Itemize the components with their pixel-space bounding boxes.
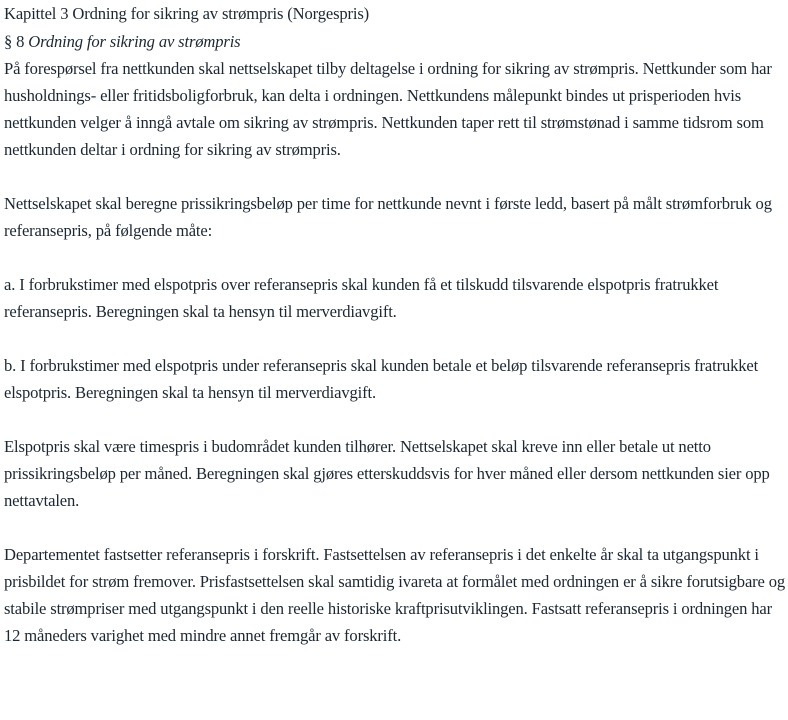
paragraph-eligibility: På forespørsel fra nettkunden skal nettselskapet tilby deltagelse i ordning for sikring av strømpris. Nettkunder som har husholdnings- eller fritidsboligforbruk, kan delta i ordningen. Nettkundens målepunkt bindes ut prisperioden hvis nettkunden velger å inngå avtale om sikring av strømpris. Nettkunden taper rett til strømstønad i samme tidsrom som nettkunden deltar i ordning for sikring av strømpris.: [4, 59, 772, 159]
paragraph-elspot: Elspotpris skal være timespris i budområdet kunden tilhører. Nettselskapet skal kreve inn eller betale ut netto prissikringsbeløp per måned. Beregningen skal gjøres etterskuddsvis for hver måned eller dersom nettkunden sier opp nettavtalen.: [4, 437, 770, 510]
paragraph-calculation: Nettselskapet skal beregne prissikringsbeløp per time for nettkunde nevnt i første ledd, basert på målt strømforbruk og referansepris, på følgende måte:: [4, 194, 772, 240]
section-number: § 8: [4, 32, 25, 51]
section-title: Ordning for sikring av strømpris: [28, 32, 241, 51]
paragraph-item-a: a. I forbrukstimer med elspotpris over referansepris skal kunden få et tilskudd tilsvarende elspotpris fratrukket referansepris. Beregningen skal ta hensyn til merverdiavgift.: [4, 275, 719, 321]
chapter-title: Kapittel 3 Ordning for sikring av strømpris (Norgespris): [4, 4, 370, 23]
paragraph-item-b: b. I forbrukstimer med elspotpris under referansepris skal kunden betale et beløp tilsvarende referansepris fratrukket elspotpris. Beregningen skal ta hensyn til merverdiavgift.: [4, 356, 759, 402]
section-heading: [4, 28, 788, 55]
paragraph-reference-price: Departementet fastsetter referansepris i forskrift. Fastsettelsen av referansepris i det enkelte år skal ta utgangspunkt i prisbildet for strøm fremover. Prisfastsettelsen skal samtidig ivareta at formålet med ordningen er å sikre forutsigbare og stabile strømpriser med utgangspunkt i den reelle historiske kraftprisutviklingen. Fastsatt referansepris i ordningen har 12 måneders varighet med mindre annet fremgår av forskrift.: [4, 545, 786, 645]
